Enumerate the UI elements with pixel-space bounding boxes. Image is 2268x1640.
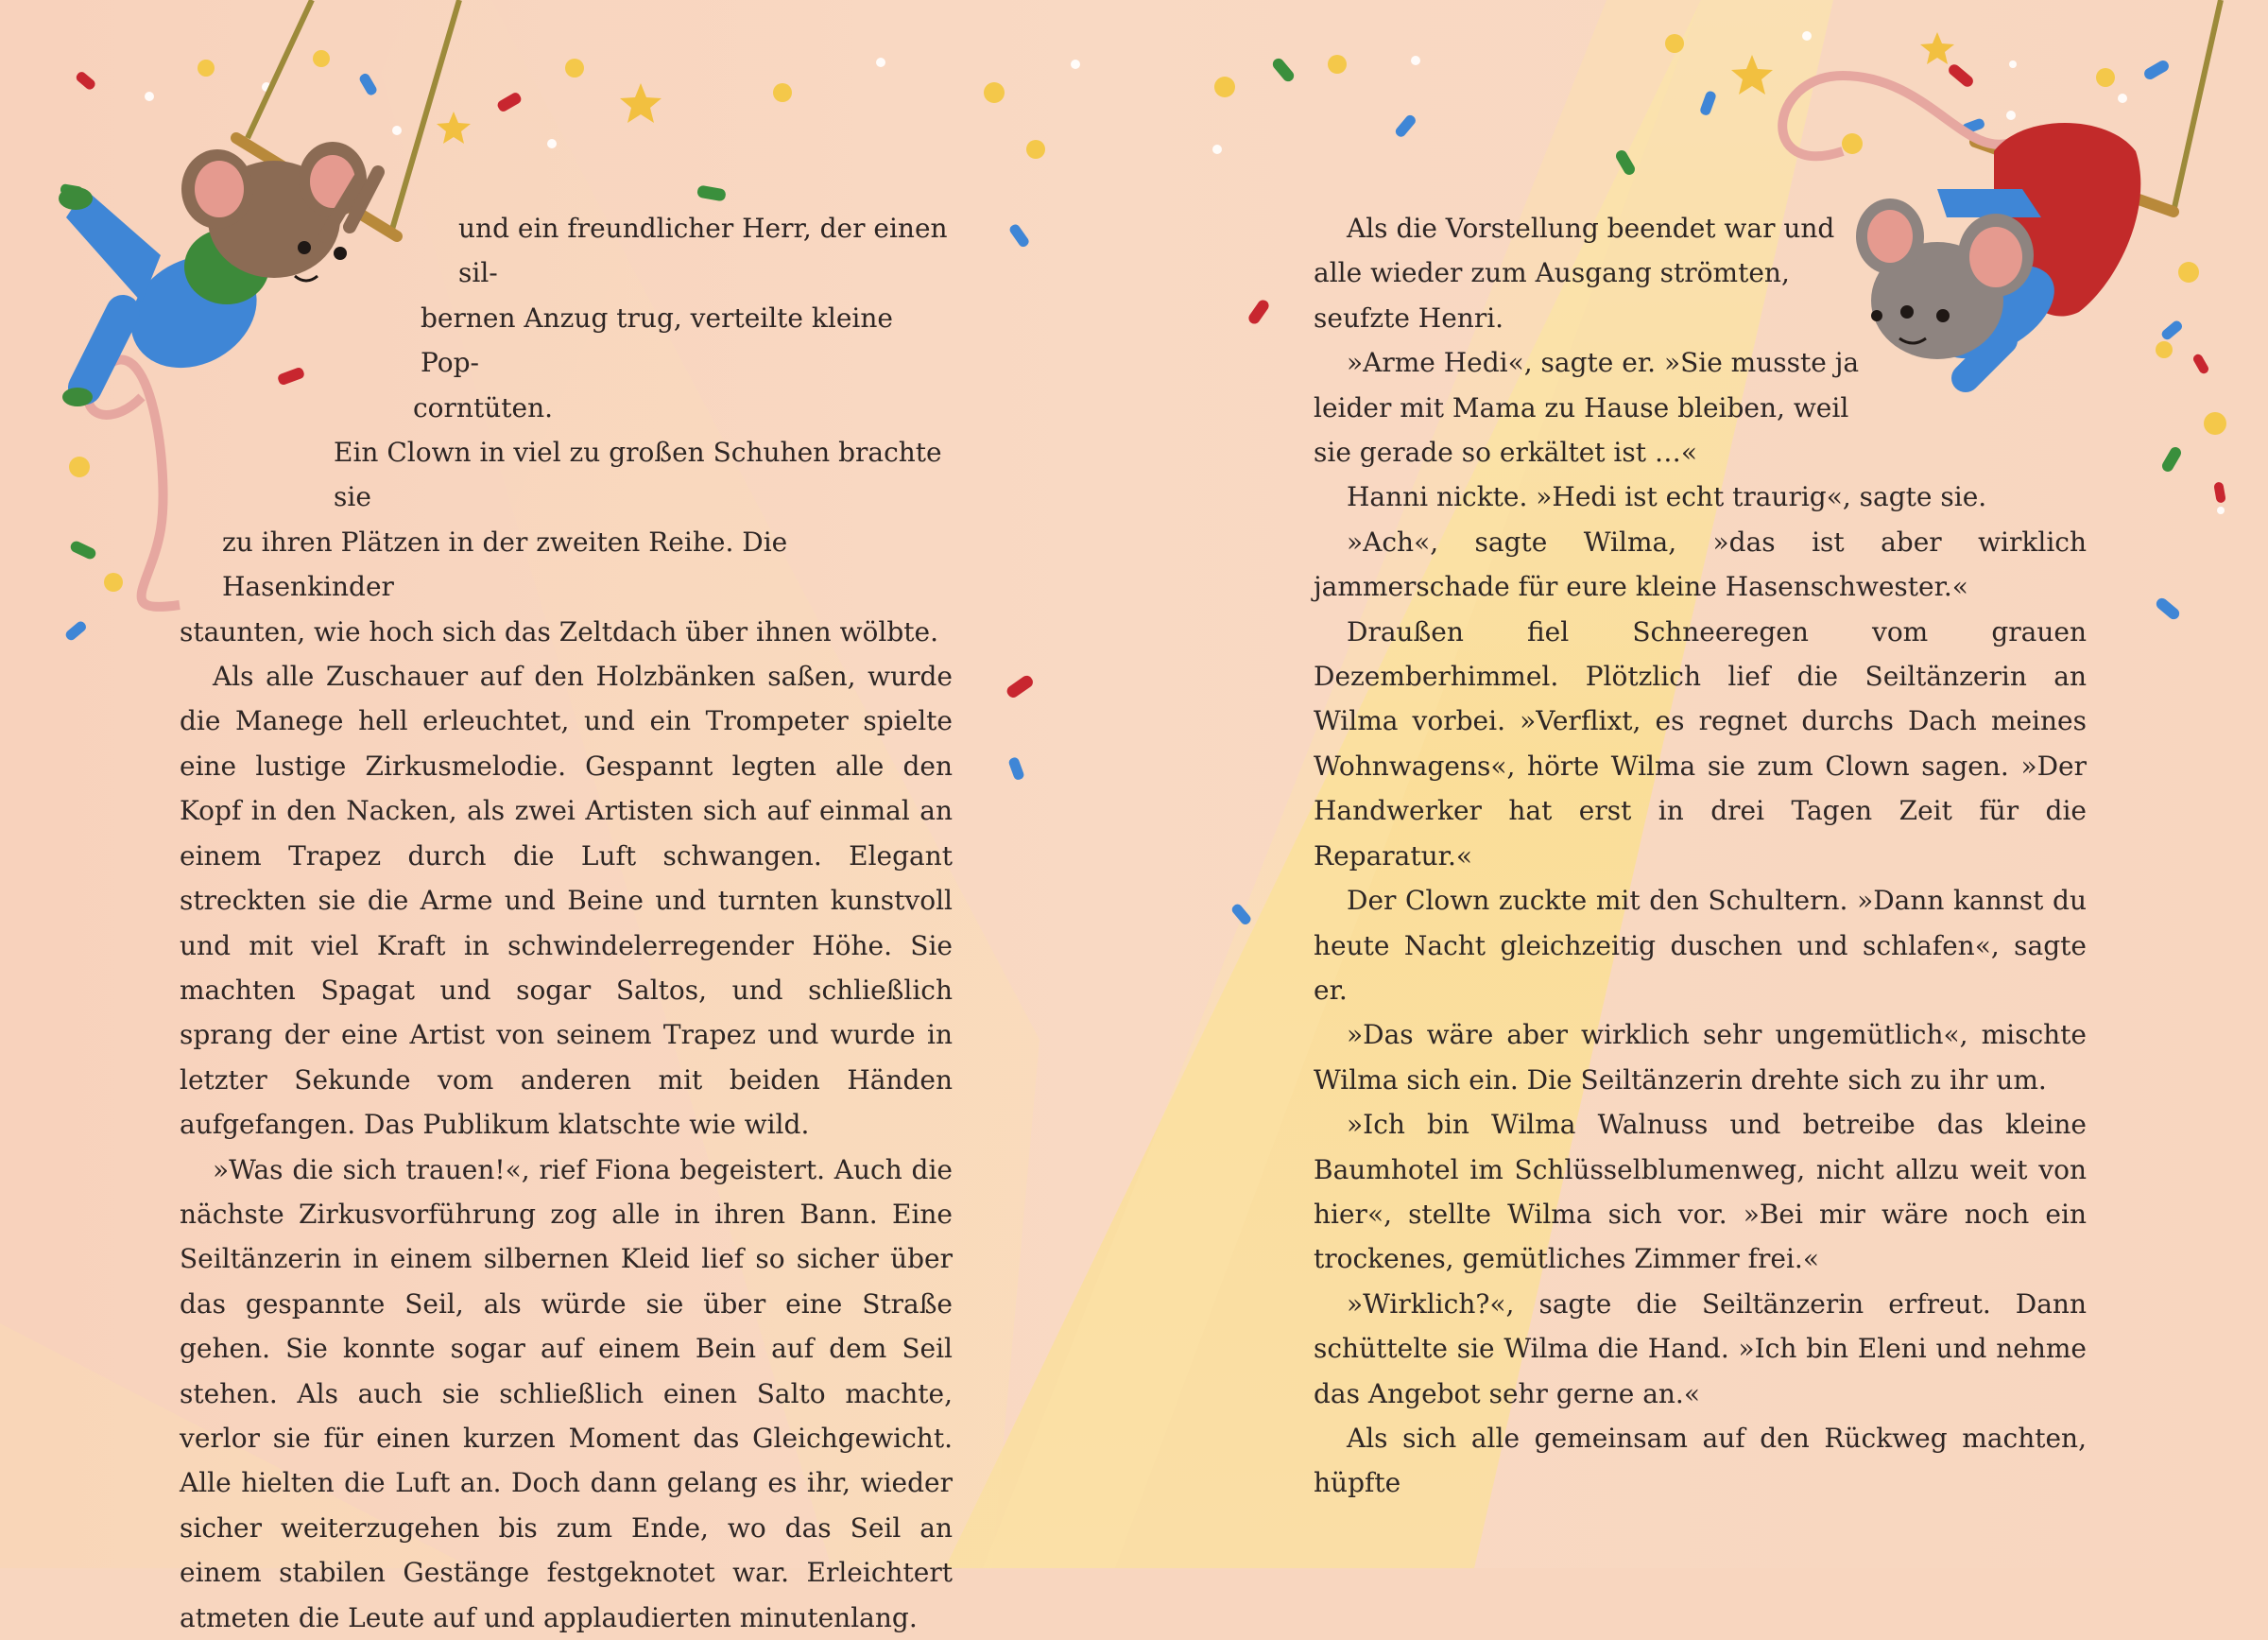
text-line: alle wieder zum Ausgang strömten, — [1314, 257, 1790, 289]
text-line: corntüten. — [413, 391, 553, 423]
paragraph: »Wirklich?«, sagte die Seiltänzerin erfreut. Dann schüttelte sie Wilma die Hand. »Ich bin Eleni und nehme das Angebot sehr gerne an.« — [1314, 1287, 2087, 1409]
text-line: staunten, wie hoch sich das Zeltdach über ihnen wölbte. — [180, 615, 938, 647]
paragraph: Hanni nickte. »Hedi ist echt traurig«, sagte sie. — [1347, 481, 1987, 513]
paragraph: »Was die sich trauen!«, rief Fiona begeistert. Auch die nächste Zirkusvorführung zog alle in ihren Bann. Eine Seiltänzerin in einem silbernen Kleid lief so sicher über das gespannte Seil, als würde sie über eine Straße gehen. Sie konnte sogar auf einem Bein auf dem Seil stehen. Als auch sie schließlich einen Salto machte, verlor sie für einen kurzen Moment das Gleichgewicht. Alle hielten die Luft an. Doch dann gelang es ihr, wieder sicher weiterzugehen bis zum Ende, wo das Seil an einem stabilen Gestänge festgeknotet war. Erleichtert atmeten die Leute auf und applaudierten minutenlang. — [180, 1153, 953, 1633]
text-line: Als die Vorstellung beendet war und — [1347, 213, 1835, 244]
text-line: sie gerade so erkältet ist …« — [1314, 437, 1698, 469]
text-line: seufzte Henri. — [1314, 302, 1504, 334]
left-page-text — [180, 206, 953, 1640]
paragraph: »Ach«, sagte Wilma, »das ist aber wirklich jammerschade für eure kleine Hasenschwester.« — [1314, 526, 2087, 603]
paragraph: Der Clown zuckte mit den Schultern. »Dann kannst du heute Nacht gleichzeitig duschen und schlafen«, sagte er. — [1314, 885, 2087, 1006]
text-line: und ein freundlicher Herr, der einen sil- — [458, 213, 948, 289]
text-line: bernen Anzug trug, verteilte kleine Pop- — [421, 302, 893, 379]
paragraph: Draußen fiel Schneeregen vom grauen Dezemberhimmel. Plötzlich lief die Seiltänzerin an Wilma vorbei. »Verflixt, es regnet durchs Dach meines Wohnwagens«, hörte Wilma sie zum Clown sagen. »Der Handwerker hat erst in drei Tagen Zeit für die Reparatur.« — [1314, 615, 2087, 872]
text-line: »Arme Hedi«, sagte er. »Sie musste ja — [1347, 347, 1860, 379]
paragraph: Als alle Zuschauer auf den Holzbänken saßen, wurde die Manege hell erleuchtet, und ein Trompeter spielte eine lustige Zirkusmelodie. Gespannt legten alle den Kopf in den Nacken, als zwei Artisten sich auf einmal an einem Trapez durch die Luft schwangen. Elegant streckten sie die Arme und Beine und turnten kunstvoll und mit viel Kraft in schwindelerregender Höhe. Sie machten Spagat und sogar Saltos, und schließlich sprang der eine Artist von seinem Trapez und wurde in letzter Sekunde vom anderen mit beiden Händen aufgefangen. Das Publikum klatschte wie wild. — [180, 661, 953, 1141]
text-line: leider mit Mama zu Hause bleiben, weil — [1314, 391, 1849, 423]
paragraph: »Ich bin Wilma Walnuss und betreibe das kleine Baumhotel im Schlüsselblumenweg, nicht allzu weit von hier«, stellte Wilma sich vor. »Bei mir wäre noch ein trockenes, gemütliches Zimmer frei.« — [1314, 1109, 2087, 1275]
right-page-text — [1314, 206, 2087, 1506]
text-line: Ein Clown in viel zu großen Schuhen brachte sie — [334, 437, 942, 513]
paragraph: Als sich alle gemeinsam auf den Rückweg machten, hüpfte — [1314, 1422, 2087, 1499]
paragraph: »Das wäre aber wirklich sehr ungemütlich«, mischte Wilma sich ein. Die Seiltänzerin drehte sich zu ihr um. — [1314, 1019, 2087, 1096]
text-line: zu ihren Plätzen in der zweiten Reihe. Die Hasenkinder — [222, 526, 788, 603]
